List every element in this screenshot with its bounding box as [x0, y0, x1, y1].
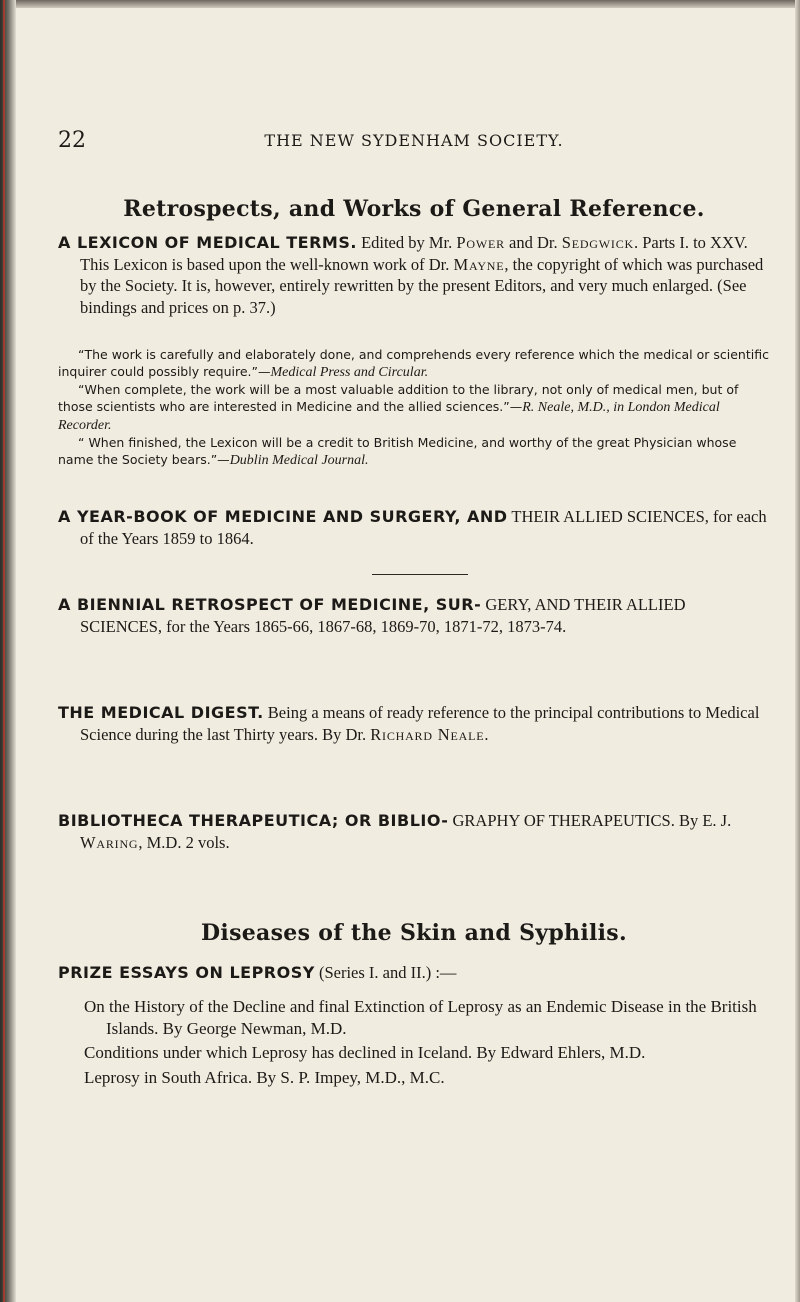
quote-source: Medical Press and Circular. — [270, 365, 429, 380]
entry-prize-essays — [58, 962, 770, 984]
entry-bibliotheca — [58, 810, 770, 853]
biennial-title: A BIENNIAL RETROSPECT OF MEDICINE, SUR- — [58, 595, 482, 614]
bibliotheca-author: Waring — [80, 832, 139, 852]
review-quote — [58, 381, 770, 434]
book-binding — [0, 0, 16, 1302]
lexicon-title: A LEXICON OF MEDICAL TERMS. — [58, 233, 357, 252]
review-quote — [58, 346, 770, 381]
editor-name: Power — [456, 233, 505, 252]
lexicon-text: Edited by Mr. — [356, 233, 457, 252]
entry-biennial — [58, 594, 770, 637]
yearbook-paragraph — [58, 506, 770, 549]
section-heading-retrospects: Retrospects, and Works of General Reference. — [123, 196, 705, 222]
lexicon-text: . Parts I. to XXV. This Lexicon is based upon the well-known work of Dr. — [80, 233, 748, 274]
editor-name: Sedgwick — [561, 233, 634, 252]
section-heading-skin: Diseases of the Skin and Syphilis. — [201, 920, 627, 946]
digest-text: Being a means of ready reference to the principal contributions to Medical Science during the last Thirty years. By Dr. — [80, 703, 760, 744]
quote-text: “The work is carefully and elaborately done, and comprehends every reference which the medical or scientific inquirer could possibly require.”— — [58, 347, 769, 379]
essay-list — [58, 996, 770, 1091]
essay-item: Leprosy in South Africa. By S. P. Impey, M.D., M.C. — [84, 1067, 445, 1087]
digest-text: . — [484, 724, 489, 744]
bibliotheca-paragraph — [58, 810, 770, 853]
page-top-edge — [16, 0, 800, 8]
entry-lexicon — [58, 232, 770, 318]
divider-rule — [372, 574, 468, 575]
essay-item: Conditions under which Leprosy has declined in Iceland. By Edward Ehlers, M.D. — [84, 1043, 646, 1062]
prize-subtitle: (Series I. and II.) :— — [314, 963, 457, 982]
bibliotheca-text: GRAPHY OF THERAPEUTICS. By E. J. — [452, 811, 732, 830]
lexicon-reviews — [58, 346, 770, 469]
biennial-paragraph — [58, 594, 770, 637]
running-head — [58, 128, 770, 154]
author-name: Mayne — [453, 254, 505, 274]
quote-text: “ When finished, the Lexicon will be a credit to British Medicine, and worthy of the great Physician whose name the Society bears.”— — [58, 435, 737, 467]
entry-yearbook — [58, 506, 770, 549]
bibliotheca-title: BIBLIOTHECA THERAPEUTICA; OR BIBLIO- — [58, 811, 449, 830]
digest-paragraph — [58, 702, 770, 745]
quote-source: Dublin Medical Journal. — [229, 453, 369, 468]
yearbook-text: THEIR ALLIED SCIENCES, for each of the Years 1859 to 1864. — [80, 507, 767, 548]
prize-title: PRIZE ESSAYS ON LEPROSY — [58, 963, 315, 982]
yearbook-title: A YEAR-BOOK OF MEDICINE AND SURGERY, AND — [58, 507, 508, 526]
bibliotheca-text: , M.D. 2 vols. — [138, 832, 230, 852]
entry-digest — [58, 702, 770, 745]
quote-text: “When complete, the work will be a most valuable addition to the library, not only of medical men, but of those scientists who are interested in Medicine and the allied sciences.”— — [58, 382, 739, 414]
essay-item: On the History of the Decline and final Extinction of Leprosy as an Endemic Disease in the British Islands. By George Newman, M.D. — [84, 997, 757, 1038]
lexicon-text: and Dr. — [504, 233, 562, 252]
review-quote — [58, 434, 770, 469]
quote-source: R. Neale, M.D., in London Medical Recorder. — [58, 400, 720, 433]
running-title: THE NEW SYDENHAM SOCIETY. — [264, 131, 564, 150]
page-right-edge — [795, 0, 800, 1302]
lexicon-text: , the copyright of which was purchased by the Society. It is, however, entirely rewritten by the present Editors, and very much enlarged. (See bindings and prices on p. 37.) — [80, 254, 764, 317]
digest-title: THE MEDICAL DIGEST. — [58, 703, 264, 722]
prize-heading — [58, 962, 770, 984]
page-number: 22 — [58, 128, 86, 153]
lexicon-paragraph — [58, 232, 770, 318]
biennial-text: GERY, AND THEIR ALLIED SCIENCES, for the Years 1865-66, 1867-68, 1869-70, 1871-72, 1873-74. — [80, 595, 686, 636]
digest-author: Richard Neale — [370, 724, 485, 744]
